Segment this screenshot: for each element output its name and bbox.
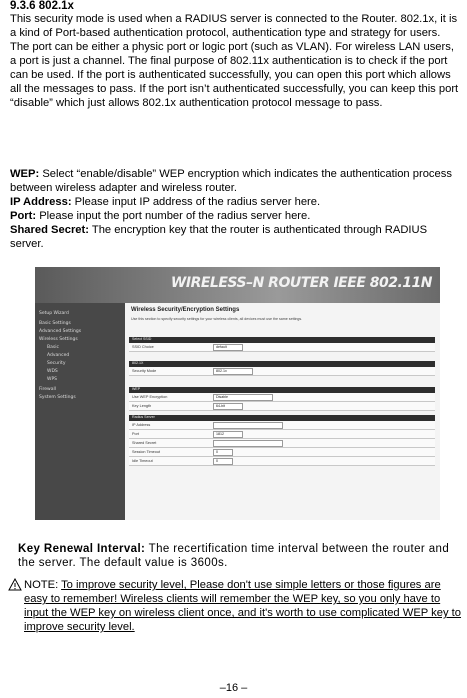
- router-screenshot: [35, 267, 440, 520]
- key-renewal-text: The recertification time interval between the router and the server. The default value is 3600s.: [18, 543, 450, 569]
- router-left-nav: [35, 303, 125, 520]
- settings-row: [129, 430, 435, 439]
- nav-item[interactable]: Security: [47, 361, 66, 366]
- row-label: Port: [132, 432, 139, 436]
- ip-address-input[interactable]: [213, 422, 283, 429]
- section-title: 802.1X: [132, 361, 144, 365]
- router-banner: [35, 267, 440, 303]
- nav-item[interactable]: WDS: [47, 369, 58, 374]
- definition-ip: [10, 195, 460, 209]
- definition-wep: [10, 167, 460, 195]
- row-label: Shared Secret: [132, 441, 157, 445]
- settings-row: [129, 457, 435, 466]
- warning-icon: [8, 578, 22, 591]
- definition-text: Please input IP address of the radius server here.: [71, 196, 321, 208]
- nav-item[interactable]: Basic: [47, 345, 59, 350]
- definition-term: Port:: [10, 210, 37, 222]
- router-content-panel: [125, 303, 440, 520]
- nav-item[interactable]: Basic Settings: [39, 321, 71, 326]
- row-label: Security Mode: [132, 369, 157, 373]
- nav-item[interactable]: System Settings: [39, 395, 76, 400]
- key-renewal-term: Key Renewal Interval:: [18, 543, 146, 555]
- panel-title: Wireless Security/Encryption Settings: [131, 307, 240, 313]
- port-input[interactable]: 1812: [213, 431, 243, 438]
- shared-secret-input[interactable]: [213, 440, 283, 447]
- definition-term: IP Address:: [10, 196, 72, 208]
- settings-row: [129, 367, 435, 376]
- nav-item[interactable]: Wireless Settings: [39, 337, 78, 342]
- definition-port: [10, 209, 460, 223]
- definition-text: Select “enable/disable” WEP encryption which indicates the authentication process between wireless adapter and wireless router.: [10, 168, 452, 194]
- intro-paragraph: This security mode is used when a RADIUS server is connected to the Router. 802.1x, it is a kind of Port-based authentication protocol, authentication type and strategy for users. The port can be either a physic port or logic port (such as VLAN). For wireless LAN users, a port is just a channel. The final purpose of 802.11x authentication is to check if the port can be used. If the port is authenticated successfully, you can open this port which allows all the messages to pass. If the port isn’t authenticated successfully, you can keep this port “disable” which just allows 802.1x authentication protocol message to pass.: [10, 13, 459, 109]
- row-label: Use WEP Encryption: [132, 395, 168, 399]
- definitions-block: [10, 167, 460, 251]
- settings-row: [129, 448, 435, 457]
- idle-timeout-input[interactable]: 0: [213, 458, 233, 465]
- section-title: Select SSID: [132, 337, 152, 341]
- note-text: To improve security level, Please don't use simple letters or those figures are easy to remember! Wireless clients will remember the WEP key, so you only have to input the WEP key on wireless client once, and it's worth to use complicated WEP key to improve security level.: [24, 579, 462, 633]
- panel-description: Use this section to specify security settings for your wireless clients, all devices must use the same settings.: [131, 317, 303, 321]
- section-title: WEP: [132, 387, 141, 391]
- nav-item[interactable]: Advanced: [47, 353, 70, 358]
- page-number: –16 –: [219, 682, 248, 694]
- row-label: IP Address: [132, 423, 151, 427]
- settings-row: [129, 439, 435, 448]
- security-mode-select[interactable]: 802.1x: [213, 368, 253, 375]
- nav-item[interactable]: WPS: [47, 377, 58, 382]
- nav-item[interactable]: Advanced Settings: [39, 329, 82, 334]
- definition-term: WEP:: [10, 168, 40, 180]
- settings-row: [129, 421, 435, 430]
- row-label: Key Length: [132, 404, 152, 408]
- row-label: Idle Timeout: [132, 459, 153, 463]
- section-title: Radius Server: [132, 415, 155, 419]
- row-label: SSID Choice: [132, 345, 154, 349]
- nav-item[interactable]: Setup Wizard: [39, 311, 69, 316]
- nav-item[interactable]: Firewall: [39, 387, 56, 392]
- section-heading: 9.3.6 802.1x: [10, 0, 74, 12]
- settings-row: [129, 343, 435, 352]
- settings-row: [129, 393, 435, 402]
- ssid-select[interactable]: default: [213, 344, 243, 351]
- definition-text: Please input the port number of the radius server here.: [36, 210, 311, 222]
- settings-row: [129, 402, 435, 411]
- row-label: Session Timeout: [132, 450, 161, 454]
- definition-term: Shared Secret:: [10, 224, 89, 236]
- key-length-select[interactable]: 64-bit: [213, 403, 243, 410]
- definition-secret: [10, 223, 460, 251]
- key-renewal-paragraph: [18, 542, 458, 570]
- note-label: NOTE:: [24, 579, 62, 591]
- wep-radio[interactable]: Disable: [213, 394, 273, 401]
- banner-text: WIRELESS–N ROUTER IEEE 802.11N: [170, 275, 432, 291]
- session-timeout-input[interactable]: 0: [213, 449, 233, 456]
- definition-text: The encryption key that the router is authenticated through RADIUS server.: [10, 224, 428, 250]
- note-paragraph: [24, 578, 464, 634]
